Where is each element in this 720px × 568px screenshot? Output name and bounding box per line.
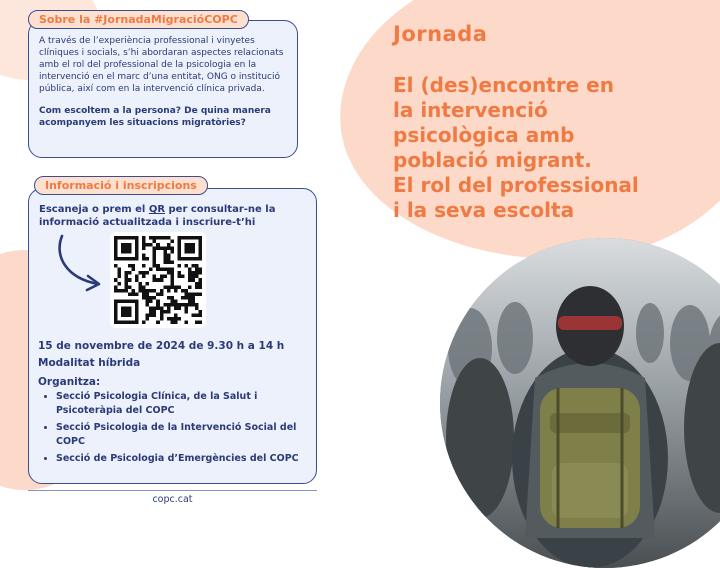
about-heading: Sobre la #JornadaMigracióCOPC	[28, 10, 249, 29]
event-date: 15 de novembre de 2024 de 9.30 h a 14 h	[38, 340, 285, 352]
organizer-item: • Secció Psicologia de la Intervenció Social del COPC	[56, 421, 316, 448]
organizer-item: • Secció de Psicologia d’Emergències del COPC	[56, 452, 316, 466]
title-line: i la seva escolta	[393, 198, 575, 222]
migrant-crowd-photo	[440, 238, 720, 568]
about-box	[28, 20, 298, 158]
event-title	[393, 73, 703, 223]
organizers-label: Organitza:	[38, 376, 101, 388]
organizers-list	[40, 390, 316, 470]
about-body: A través de l’experiència professional i vinyetes clíniques i socials, s’hi abordaran aspectes relacionats amb el rol del professional de la psicologia en la intervenció en el marc d’una entitat, ONG o institució pública, així com en la intervenció clínica privada.	[39, 36, 284, 94]
event-mode: Modalitat híbrida	[38, 357, 141, 369]
title-line: El rol del professional	[393, 173, 639, 197]
scan-qr-link[interactable]: QR	[148, 204, 166, 215]
about-question: Com escoltem a la persona? De quina manera acompanyem les situacions migratòries?	[39, 106, 271, 128]
title-line: El (des)encontre en	[393, 73, 614, 97]
footer-divider	[28, 490, 317, 491]
scan-instructions	[39, 203, 306, 229]
title-line: població migrant.	[393, 148, 592, 172]
event-kicker: Jornada	[393, 22, 488, 46]
scan-suffix: per consultar-ne la informació actualitzada i inscriure-t’hi	[39, 204, 276, 228]
info-heading: Informació i inscripcions	[34, 176, 208, 195]
title-line: la intervenció	[393, 98, 548, 122]
qr-code-icon[interactable]	[110, 232, 206, 328]
organizer-item: • Secció Psicologia Clínica, de la Salut i Psicoteràpia del COPC	[56, 390, 316, 417]
footer-link[interactable]: copc.cat	[152, 494, 193, 505]
title-line: psicològica amb	[393, 123, 575, 147]
curved-arrow-icon	[52, 232, 112, 294]
scan-prefix: Escaneja o prem el	[39, 204, 149, 215]
